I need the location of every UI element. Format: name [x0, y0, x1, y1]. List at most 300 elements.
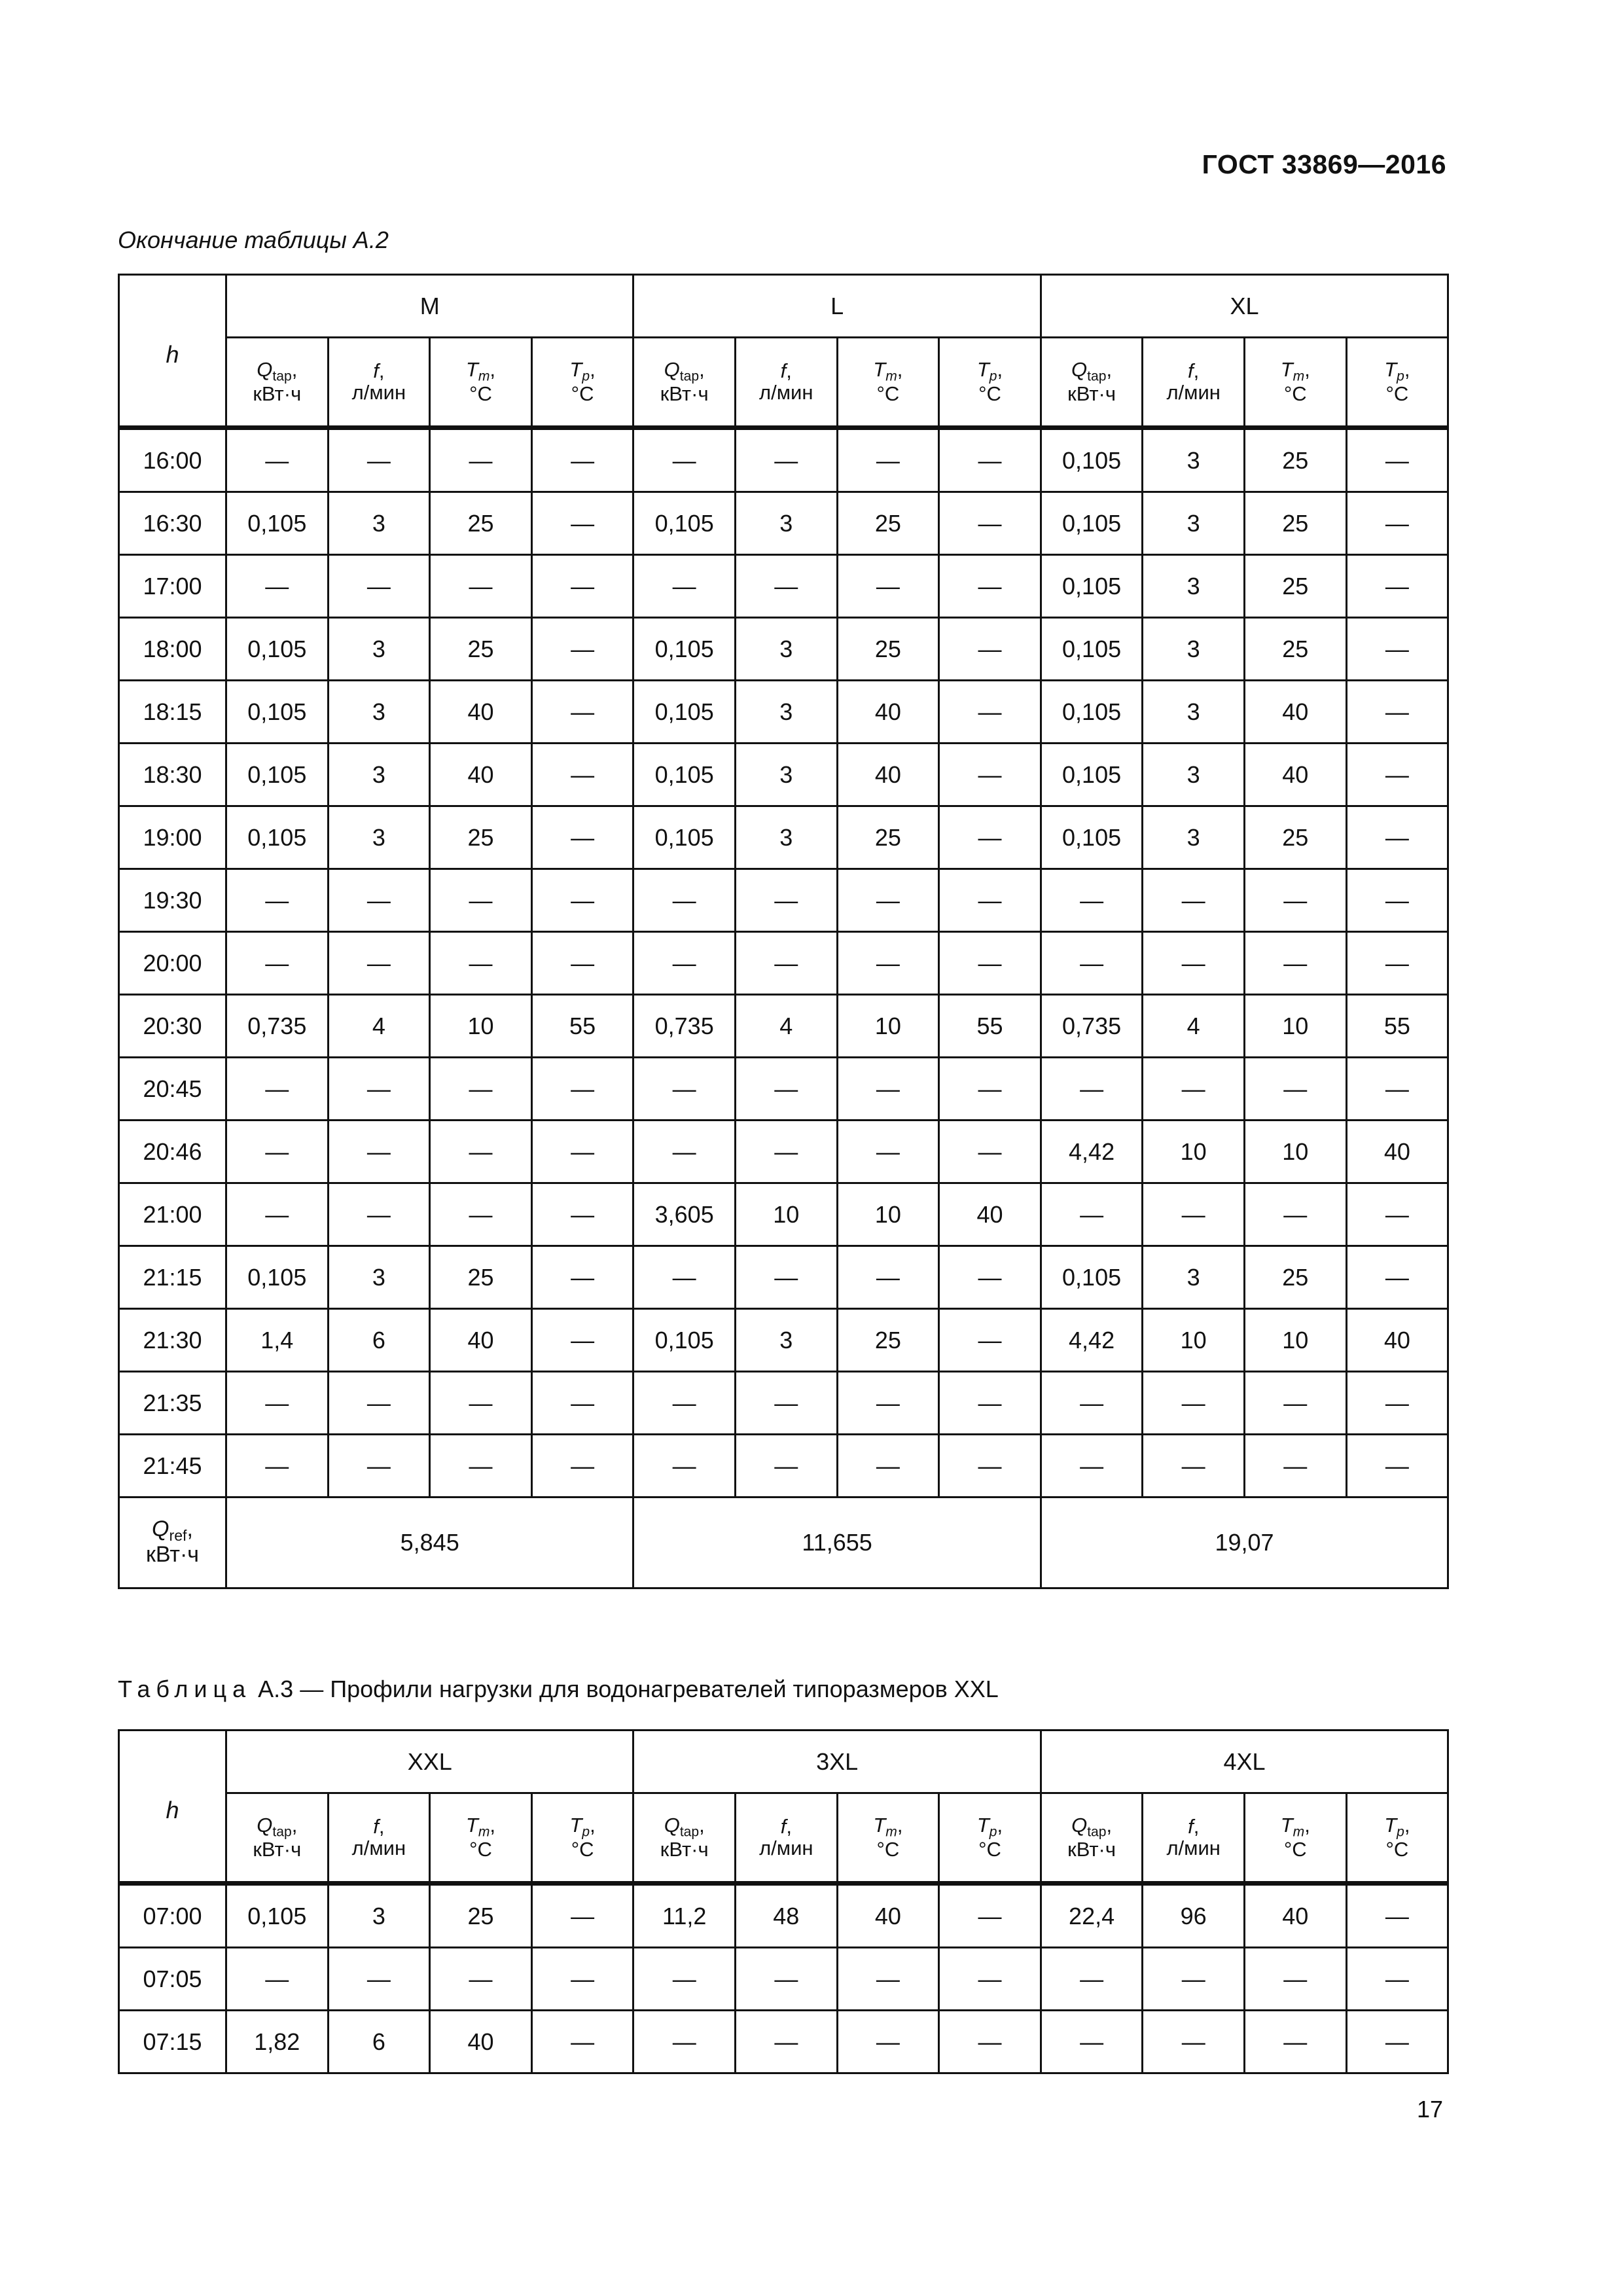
value-cell: —	[1346, 555, 1448, 618]
value-cell: 25	[1244, 618, 1346, 681]
value-cell: 0,105	[226, 806, 329, 869]
value-cell: —	[1244, 869, 1346, 932]
table-row	[119, 618, 1448, 681]
value-cell: 40	[1346, 1309, 1448, 1372]
value-cell: 0,105	[633, 806, 736, 869]
value-cell: 0,105	[226, 1246, 329, 1309]
value-cell: 0,105	[1041, 1246, 1143, 1309]
value-cell: —	[226, 1183, 329, 1246]
value-cell: —	[633, 1435, 736, 1498]
value-cell: 25	[837, 492, 939, 555]
value-cell: 0,105	[633, 1309, 736, 1372]
value-cell: —	[1041, 932, 1143, 995]
table-row	[119, 492, 1448, 555]
value-cell: 25	[430, 1246, 532, 1309]
value-cell: —	[837, 1372, 939, 1435]
time-cell: 21:00	[119, 1183, 226, 1246]
value-cell: 3	[328, 744, 430, 806]
value-cell: 3	[1143, 1246, 1245, 1309]
value-cell: —	[837, 2011, 939, 2073]
value-cell: 0,105	[633, 744, 736, 806]
value-cell: —	[735, 1121, 837, 1183]
value-cell: —	[531, 1058, 633, 1121]
value-cell: —	[1041, 1372, 1143, 1435]
value-cell: —	[1346, 1435, 1448, 1498]
subheader-t-m: $T_m$, °C	[430, 338, 532, 428]
value-cell: 3,605	[633, 1183, 736, 1246]
value-cell: —	[837, 869, 939, 932]
value-cell: —	[1041, 869, 1143, 932]
value-cell: 0,735	[226, 995, 329, 1058]
value-cell: 4,42	[1041, 1121, 1143, 1183]
value-cell: 3	[735, 806, 837, 869]
value-cell: 25	[1244, 1246, 1346, 1309]
value-cell: —	[328, 869, 430, 932]
value-cell: 40	[1244, 1884, 1346, 1948]
value-cell: —	[1346, 2011, 1448, 2073]
value-cell: 0,735	[633, 995, 736, 1058]
value-cell: 3	[735, 618, 837, 681]
value-cell: 25	[1244, 806, 1346, 869]
value-cell: 0,105	[226, 492, 329, 555]
value-cell: 10	[1143, 1121, 1245, 1183]
table-row	[119, 806, 1448, 869]
value-cell: —	[1143, 1058, 1245, 1121]
value-cell: 10	[1244, 1309, 1346, 1372]
value-cell: —	[837, 555, 939, 618]
value-cell: 25	[430, 806, 532, 869]
value-cell: 10	[430, 995, 532, 1058]
value-cell: 40	[430, 1309, 532, 1372]
value-cell: —	[226, 1121, 329, 1183]
value-cell: —	[939, 1948, 1041, 2011]
value-cell: —	[939, 932, 1041, 995]
value-cell: —	[531, 681, 633, 744]
value-cell: 40	[430, 681, 532, 744]
total-value: 5,845	[226, 1498, 633, 1588]
value-cell: —	[735, 869, 837, 932]
subheader-flow: f, л/мин	[736, 1793, 838, 1884]
value-cell: —	[1346, 1948, 1448, 2011]
value-cell: —	[430, 1435, 532, 1498]
subheader-flow: f, л/мин	[328, 338, 430, 428]
value-cell: —	[328, 555, 430, 618]
table-row	[119, 1121, 1448, 1183]
value-cell: 40	[837, 744, 939, 806]
value-cell: —	[735, 1435, 837, 1498]
time-cell: 20:30	[119, 995, 226, 1058]
time-cell: 19:00	[119, 806, 226, 869]
value-cell: —	[939, 744, 1041, 806]
time-cell: 21:45	[119, 1435, 226, 1498]
value-cell: —	[1346, 1183, 1448, 1246]
value-cell: —	[1143, 2011, 1245, 2073]
value-cell: —	[1041, 1948, 1143, 2011]
total-value: 19,07	[1041, 1498, 1448, 1588]
subheader-flow: f, л/мин	[1143, 1793, 1245, 1884]
subheader-t-p: $T_p$, °C	[531, 1793, 633, 1884]
value-cell: —	[939, 1884, 1041, 1948]
value-cell: —	[531, 618, 633, 681]
value-cell: —	[226, 555, 329, 618]
value-cell: —	[226, 1372, 329, 1435]
value-cell: 40	[1244, 744, 1346, 806]
value-cell: —	[1244, 1948, 1346, 2011]
total-value: 11,655	[633, 1498, 1041, 1588]
subheader-q-tap: $Q_{tap}$, кВт·ч	[1041, 1793, 1143, 1884]
value-cell: —	[837, 1435, 939, 1498]
time-cell: 18:30	[119, 744, 226, 806]
value-cell: 0,105	[1041, 555, 1143, 618]
value-cell: —	[1041, 1058, 1143, 1121]
value-cell: —	[1346, 1372, 1448, 1435]
value-cell: —	[939, 1058, 1041, 1121]
time-cell: 21:30	[119, 1309, 226, 1372]
value-cell: 6	[328, 2011, 430, 2073]
value-cell: —	[1244, 932, 1346, 995]
value-cell: 3	[1143, 428, 1245, 492]
value-cell: —	[328, 428, 430, 492]
value-cell: —	[531, 869, 633, 932]
value-cell: —	[430, 869, 532, 932]
value-cell: 40	[837, 681, 939, 744]
value-cell: —	[1244, 1058, 1346, 1121]
table-row	[119, 1435, 1448, 1498]
subheader-t-m: $T_m$, °C	[837, 1793, 939, 1884]
value-cell: 10	[1244, 995, 1346, 1058]
time-cell: 16:00	[119, 428, 226, 492]
table-row	[119, 1058, 1448, 1121]
value-cell: —	[531, 806, 633, 869]
value-cell: —	[633, 1372, 736, 1435]
subheader-flow: f, л/мин	[1143, 338, 1245, 428]
value-cell: —	[1143, 1948, 1245, 2011]
value-cell: —	[939, 618, 1041, 681]
value-cell: —	[1346, 1058, 1448, 1121]
value-cell: —	[939, 869, 1041, 932]
value-cell: —	[430, 1372, 532, 1435]
value-cell: —	[939, 1121, 1041, 1183]
value-cell: —	[328, 1183, 430, 1246]
subheader-q-tap: $Q_{tap}$, кВт·ч	[226, 1793, 329, 1884]
value-cell: 10	[837, 995, 939, 1058]
value-cell: 40	[1244, 681, 1346, 744]
value-cell: —	[939, 555, 1041, 618]
value-cell: 25	[1244, 555, 1346, 618]
subheader-flow: f, л/мин	[328, 1793, 430, 1884]
page-number: 17	[1416, 2096, 1443, 2123]
value-cell: —	[328, 1948, 430, 2011]
value-cell: 3	[1143, 806, 1245, 869]
value-cell: 40	[1346, 1121, 1448, 1183]
subheader-t-m: $T_m$, °C	[837, 338, 939, 428]
table-row	[119, 744, 1448, 806]
table-row	[119, 428, 1448, 492]
value-cell: —	[939, 1246, 1041, 1309]
value-cell: —	[1041, 1183, 1143, 1246]
subheader-t-p: $T_p$, °C	[1346, 1793, 1448, 1884]
value-cell: —	[1143, 1372, 1245, 1435]
value-cell: 22,4	[1041, 1884, 1143, 1948]
time-cell: 18:00	[119, 618, 226, 681]
table-row	[119, 555, 1448, 618]
value-cell: —	[328, 932, 430, 995]
value-cell: 0,105	[1041, 806, 1143, 869]
value-cell: —	[430, 555, 532, 618]
total-row	[119, 1498, 1448, 1588]
value-cell: 0,105	[1041, 744, 1143, 806]
table-row	[119, 681, 1448, 744]
value-cell: —	[430, 932, 532, 995]
value-cell: —	[735, 1058, 837, 1121]
value-cell: 25	[837, 618, 939, 681]
value-cell: —	[939, 492, 1041, 555]
value-cell: —	[531, 1309, 633, 1372]
value-cell: —	[328, 1435, 430, 1498]
value-cell: —	[1143, 932, 1245, 995]
value-cell: 0,105	[226, 1884, 329, 1948]
value-cell: 0,105	[1041, 618, 1143, 681]
time-cell: 20:00	[119, 932, 226, 995]
value-cell: —	[226, 869, 329, 932]
value-cell: —	[531, 555, 633, 618]
time-cell: 18:15	[119, 681, 226, 744]
time-cell: 17:00	[119, 555, 226, 618]
value-cell: —	[633, 932, 736, 995]
value-cell: —	[1244, 1372, 1346, 1435]
table-a2	[118, 274, 1449, 1589]
subheader-flow: f, л/мин	[735, 338, 837, 428]
value-cell: —	[939, 1372, 1041, 1435]
value-cell: 3	[735, 744, 837, 806]
value-cell: —	[1346, 1246, 1448, 1309]
value-cell: —	[531, 932, 633, 995]
value-cell: —	[531, 1121, 633, 1183]
value-cell: 0,105	[633, 492, 736, 555]
value-cell: —	[430, 1183, 532, 1246]
subheader-q-tap: $Q_{tap}$, кВт·ч	[633, 338, 736, 428]
value-cell: —	[633, 1246, 736, 1309]
value-cell: —	[939, 1309, 1041, 1372]
value-cell: 10	[735, 1183, 837, 1246]
value-cell: —	[1346, 932, 1448, 995]
value-cell: —	[531, 1948, 633, 2011]
value-cell: 25	[1244, 428, 1346, 492]
row-header-h: h	[119, 1731, 226, 1884]
subheader-t-p: $T_p$, °C	[939, 338, 1041, 428]
value-cell: 4,42	[1041, 1309, 1143, 1372]
subheader-t-p: $T_p$, °C	[939, 1793, 1041, 1884]
value-cell: —	[328, 1058, 430, 1121]
value-cell: —	[328, 1121, 430, 1183]
value-cell: —	[939, 806, 1041, 869]
value-cell: —	[1143, 1435, 1245, 1498]
subheader-t-m: $T_m$, °C	[1244, 338, 1346, 428]
value-cell: 4	[1143, 995, 1245, 1058]
value-cell: —	[837, 1246, 939, 1309]
table-row	[119, 932, 1448, 995]
subheader-t-m: $T_m$, °C	[1244, 1793, 1346, 1884]
value-cell: —	[735, 932, 837, 995]
value-cell: —	[1041, 2011, 1143, 2073]
value-cell: —	[531, 1435, 633, 1498]
value-cell: —	[1346, 492, 1448, 555]
value-cell: 1,4	[226, 1309, 329, 1372]
group-header: L	[633, 275, 1041, 338]
value-cell: 96	[1143, 1884, 1245, 1948]
value-cell: 1,82	[226, 2011, 329, 2073]
value-cell: 0,105	[226, 618, 329, 681]
value-cell: 0,105	[1041, 681, 1143, 744]
value-cell: 10	[1244, 1121, 1346, 1183]
table-row	[119, 2011, 1448, 2073]
value-cell: 0,105	[226, 681, 329, 744]
value-cell: —	[1244, 1183, 1346, 1246]
table-a3	[118, 1729, 1449, 2074]
value-cell: 48	[736, 1884, 838, 1948]
value-cell: —	[531, 744, 633, 806]
value-cell: —	[633, 2011, 736, 2073]
value-cell: —	[531, 1246, 633, 1309]
time-cell: 07:00	[119, 1884, 226, 1948]
value-cell: —	[939, 2011, 1041, 2073]
document-code: ГОСТ 33869—2016	[1202, 149, 1446, 179]
value-cell: —	[430, 1121, 532, 1183]
value-cell: —	[939, 1435, 1041, 1498]
value-cell: —	[939, 428, 1041, 492]
time-cell: 07:15	[119, 2011, 226, 2073]
value-cell: 6	[328, 1309, 430, 1372]
table-a2-caption: Окончание таблицы А.2	[118, 226, 389, 253]
table-row	[119, 1884, 1448, 1948]
value-cell: 3	[328, 1884, 430, 1948]
value-cell: 0,105	[1041, 492, 1143, 555]
value-cell: 3	[328, 618, 430, 681]
value-cell: 4	[735, 995, 837, 1058]
time-cell: 19:30	[119, 869, 226, 932]
value-cell: 3	[1143, 492, 1245, 555]
subheader-q-tap: $Q_{tap}$, кВт·ч	[1041, 338, 1143, 428]
value-cell: —	[430, 428, 532, 492]
value-cell: —	[735, 1246, 837, 1309]
table-row	[119, 1948, 1448, 2011]
value-cell: 4	[328, 995, 430, 1058]
value-cell: —	[633, 428, 736, 492]
value-cell: —	[328, 1372, 430, 1435]
group-header: 3XL	[633, 1731, 1041, 1793]
value-cell: —	[430, 1948, 532, 2011]
value-cell: —	[226, 1948, 329, 2011]
value-cell: —	[226, 1058, 329, 1121]
value-cell: —	[633, 869, 736, 932]
value-cell: —	[633, 1948, 736, 2011]
value-cell: 55	[939, 995, 1041, 1058]
value-cell: 0,105	[226, 744, 329, 806]
value-cell: 3	[328, 1246, 430, 1309]
group-header: M	[226, 275, 633, 338]
subheader-t-p: $T_p$, °C	[531, 338, 633, 428]
value-cell: —	[837, 1058, 939, 1121]
value-cell: 3	[328, 681, 430, 744]
value-cell: —	[1244, 1435, 1346, 1498]
time-cell: 16:30	[119, 492, 226, 555]
subheader-t-p: $T_p$, °C	[1346, 338, 1448, 428]
value-cell: 0,105	[633, 681, 736, 744]
value-cell: —	[531, 1884, 633, 1948]
value-cell: —	[633, 1121, 736, 1183]
value-cell: —	[1143, 869, 1245, 932]
value-cell: —	[226, 428, 329, 492]
value-cell: —	[1244, 2011, 1346, 2073]
value-cell: —	[1346, 681, 1448, 744]
value-cell: —	[1143, 1183, 1245, 1246]
value-cell: —	[837, 1121, 939, 1183]
value-cell: —	[1346, 1884, 1448, 1948]
value-cell: —	[226, 1435, 329, 1498]
value-cell: 40	[939, 1183, 1041, 1246]
value-cell: 3	[735, 1309, 837, 1372]
value-cell: 40	[430, 2011, 532, 2073]
value-cell: —	[1346, 806, 1448, 869]
value-cell: —	[736, 2011, 838, 2073]
group-header: XXL	[226, 1731, 633, 1793]
table-row	[119, 1309, 1448, 1372]
value-cell: 25	[1244, 492, 1346, 555]
value-cell: —	[837, 1948, 939, 2011]
time-cell: 07:05	[119, 1948, 226, 2011]
value-cell: 3	[1143, 555, 1245, 618]
value-cell: —	[531, 1372, 633, 1435]
value-cell: —	[633, 555, 736, 618]
value-cell: 25	[430, 1884, 532, 1948]
value-cell: 3	[735, 681, 837, 744]
table-row	[119, 995, 1448, 1058]
table-row	[119, 1372, 1448, 1435]
table-row	[119, 869, 1448, 932]
value-cell: —	[1346, 618, 1448, 681]
value-cell: 3	[1143, 618, 1245, 681]
subheader-row	[119, 338, 1448, 428]
value-cell: —	[633, 1058, 736, 1121]
value-cell: 0,105	[633, 618, 736, 681]
group-header: 4XL	[1041, 1731, 1448, 1793]
value-cell: 55	[531, 995, 633, 1058]
value-cell: 40	[430, 744, 532, 806]
value-cell: —	[735, 555, 837, 618]
subheader-t-m: $T_m$, °C	[430, 1793, 532, 1884]
value-cell: —	[430, 1058, 532, 1121]
table-a3-caption: Таблица А.3 — Профили нагрузки для водонагревателей типоразмеров XXL	[118, 1676, 999, 1702]
total-label: $Q_{ref}$, кВт·ч	[119, 1498, 226, 1588]
value-cell: 0,105	[1041, 428, 1143, 492]
value-cell: 40	[837, 1884, 939, 1948]
value-cell: 0,735	[1041, 995, 1143, 1058]
value-cell: 10	[1143, 1309, 1245, 1372]
value-cell: 25	[837, 1309, 939, 1372]
value-cell: 10	[837, 1183, 939, 1246]
value-cell: —	[226, 932, 329, 995]
value-cell: —	[837, 932, 939, 995]
time-cell: 20:45	[119, 1058, 226, 1121]
value-cell: —	[531, 2011, 633, 2073]
value-cell: —	[1041, 1435, 1143, 1498]
time-cell: 21:15	[119, 1246, 226, 1309]
value-cell: 3	[1143, 744, 1245, 806]
value-cell: —	[1346, 869, 1448, 932]
value-cell: 25	[837, 806, 939, 869]
value-cell: 3	[735, 492, 837, 555]
value-cell: 3	[328, 492, 430, 555]
